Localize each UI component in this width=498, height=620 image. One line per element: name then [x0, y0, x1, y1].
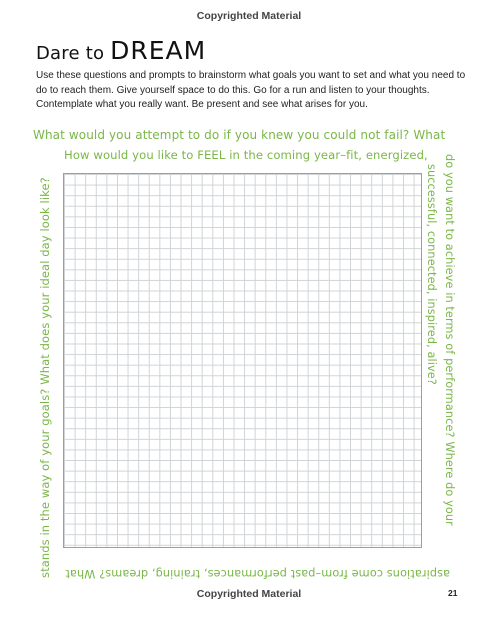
intro-paragraph: Use these questions and prompts to brainstorm what goals you want to set and what you need to do to reach them. Give yourself space to do this. Go for a run and listen to your thoughts. Contemplate what you really want. Be present and see what arises for you.	[36, 70, 466, 110]
title-emphasis: DREAM	[110, 36, 207, 65]
page-title	[36, 36, 206, 65]
copyright-header: Copyrighted Material	[196, 10, 302, 22]
page-number: 21	[448, 588, 458, 598]
prompt-top-line-2: How would you like to FEEL in the coming year–fit, energized,	[64, 148, 428, 162]
prompt-right-line-2: successful, connected, inspired, alive?	[425, 164, 438, 385]
prompt-right-line-1: do you want to achieve in terms of performance? Where do your	[443, 154, 456, 526]
prompt-top-line-1: What would you attempt to do if you knew you could not fail? What	[33, 128, 446, 142]
copyright-footer: Copyrighted Material	[196, 588, 302, 600]
writing-grid[interactable]	[63, 173, 422, 548]
prompt-bottom-line: aspirations come from–past performances, training, dreams? What	[65, 567, 450, 580]
prompt-left-line: stands in the way of your goals? What does your ideal day look like?	[38, 177, 52, 578]
title-prefix: Dare to	[36, 43, 111, 64]
